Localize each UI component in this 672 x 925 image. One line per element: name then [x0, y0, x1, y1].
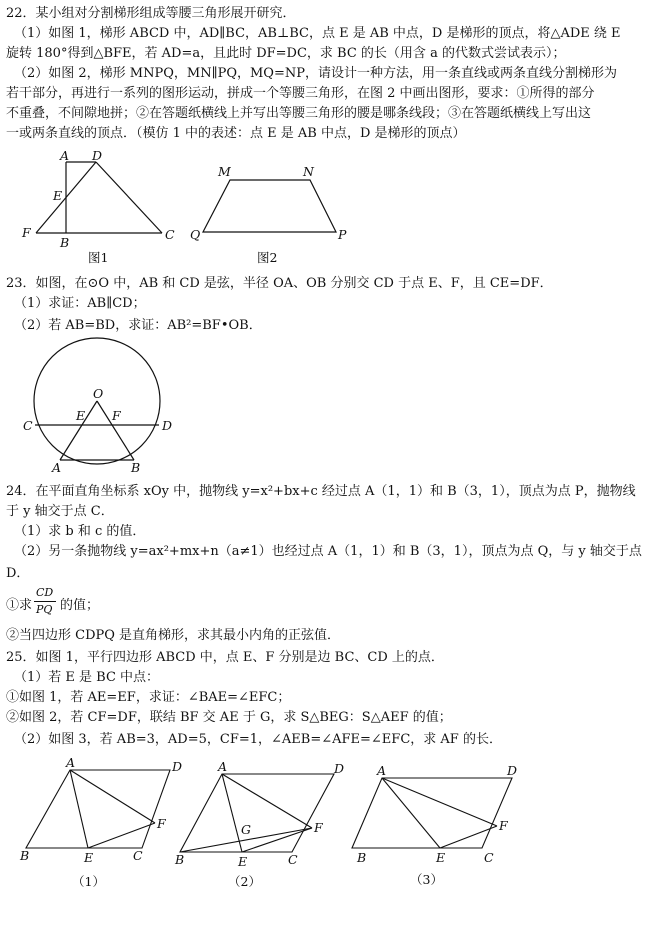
label-P: P [338, 227, 347, 242]
label-C: C [23, 418, 33, 433]
fig2-caption: （2） [228, 874, 261, 889]
label-E: E [53, 188, 63, 203]
q25-fig3-shapes [352, 778, 512, 848]
fig3-label-A: A [377, 763, 387, 778]
fig1-label-C: C [133, 848, 143, 863]
q25-fig2-shapes [180, 774, 334, 852]
label-N: N [303, 164, 314, 179]
fig1-label-E: E [84, 850, 94, 865]
label-C: C [165, 227, 175, 242]
q25-line-3: ②如图 2，若 CF=DF，联结 BF 交 AE 于 G，求 S△BEG：S△AEF 的值； [6, 710, 452, 725]
fig2-caption: 图2 [257, 250, 278, 265]
fig3-label-F: F [499, 818, 508, 833]
label-Q: Q [190, 227, 201, 242]
q24-line-4: D． [6, 566, 30, 581]
q25-fig1-shapes [26, 770, 170, 848]
fig2-label-F: F [314, 820, 323, 835]
q22-title: 22．某小组对分割梯形组成等腰三角形展开研究． [6, 6, 296, 21]
label-O: O [93, 386, 104, 401]
q23-title: 23．如图，在⊙O 中，AB 和 CD 是弦，半径 OA、OB 分别交 CD 于点 E、F，且 CE=DF． [6, 276, 553, 291]
fig1-label-B: B [20, 848, 30, 863]
q23-line-2: （2）若 AB=BD，求证：AB²=BF•OB． [14, 318, 262, 333]
q22-line-6: 一或两条直线的顶点．（模仿 1 中的表述：点 E 是 AB 中点，D 是梯形的顶点） [6, 126, 466, 141]
q24-sub1-suffix: 的值； [60, 598, 100, 613]
q24-line-1: 于 y 轴交于点 C． [6, 504, 114, 519]
label-D: D [92, 148, 103, 163]
label-E: E [76, 408, 86, 423]
q23-line-1: （1）求证：AB∥CD； [14, 296, 146, 311]
q25-line-4: （2）如图 3，若 AB=3，AD=5，CF=1，∠AEB=∠AFE=∠EFC，求 AF 的长． [14, 732, 502, 747]
fig1-label-F: F [157, 816, 166, 831]
label-B: B [131, 460, 141, 475]
q24-sub2: ②当四边形 CDPQ 是直角梯形，求其最小内角的正弦值． [6, 628, 341, 643]
fig3-caption: （3） [410, 872, 443, 887]
q22-line-2: 旋转 180°得到△BFE，若 AD=a，且此时 DF=DC，求 BC 的长（用含 a 的代数式尝试表示）； [6, 46, 566, 61]
label-A: A [60, 148, 70, 163]
fig2-label-D: D [334, 761, 345, 776]
fig2-label-E: E [238, 854, 248, 869]
q22-line-4: 若干部分，再进行一系列的图形运动，拼成一个等腰三角形，在图 2 中画出图形，要求：①所得的部分 [6, 86, 595, 101]
q25-line-2: ①如图 1，若 AE=EF，求证：∠BAE=∠EFC； [6, 690, 291, 705]
label-F: F [112, 408, 121, 423]
fig3-label-C: C [484, 850, 494, 865]
q22-line-5: 不重叠，不间隙地拼；②在答题纸横线上并写出等腰三角形的腰是哪条线段；③在答题纸横线上写出这 [6, 106, 592, 121]
label-F: F [22, 225, 31, 240]
fig2-label-A: A [218, 759, 228, 774]
q25-title: 25．如图 1，平行四边形 ABCD 中，点 E、F 分别是边 BC、CD 上的点． [6, 650, 444, 665]
label-D: D [162, 418, 173, 433]
fig3-label-B: B [357, 850, 367, 865]
fig3-label-D: D [507, 763, 518, 778]
fig2-label-G: G [241, 822, 251, 837]
fraction-numerator: CD [36, 586, 54, 599]
fig3-label-E: E [436, 850, 446, 865]
q24-title: 24．在平面直角坐标系 xOy 中，抛物线 y=x²+bx+c 经过点 A（1，1）和 B（3，1），顶点为点 P，抛物线 [6, 484, 636, 499]
label-M: M [218, 164, 231, 179]
q22-line-1: （1）如图 1，梯形 ABCD 中，AD∥BC，AB⊥BC，点 E 是 AB 中点，D 是梯形的顶点，将△ADE 绕 E [14, 26, 621, 41]
fig1-label-A: A [66, 755, 76, 770]
q24-line-2: （1）求 b 和 c 的值． [14, 524, 146, 539]
q22-line-3: （2）如图 2，梯形 MNPQ，MN∥PQ，MQ=NP，请设计一种方法，用一条直线或两条直线分割梯形为 [14, 66, 617, 81]
q25-line-1: （1）若 E 是 BC 中点： [14, 670, 160, 685]
fig2-label-C: C [288, 852, 298, 867]
fig1-caption: 图1 [88, 250, 109, 265]
fig1-label-D: D [172, 759, 183, 774]
q24-line-3: （2）另一条抛物线 y=ax²+mx+n（a≠1）也经过点 A（1，1）和 B（3，1），顶点为点 Q，与 y 轴交于点 [14, 544, 642, 559]
q24-sub1-prefix: ①求 [6, 598, 33, 613]
fig1-caption: （1） [72, 874, 105, 889]
label-B: B [60, 235, 70, 250]
fraction-denominator: PQ [36, 603, 53, 616]
fig2-label-B: B [175, 852, 185, 867]
label-A: A [52, 460, 62, 475]
